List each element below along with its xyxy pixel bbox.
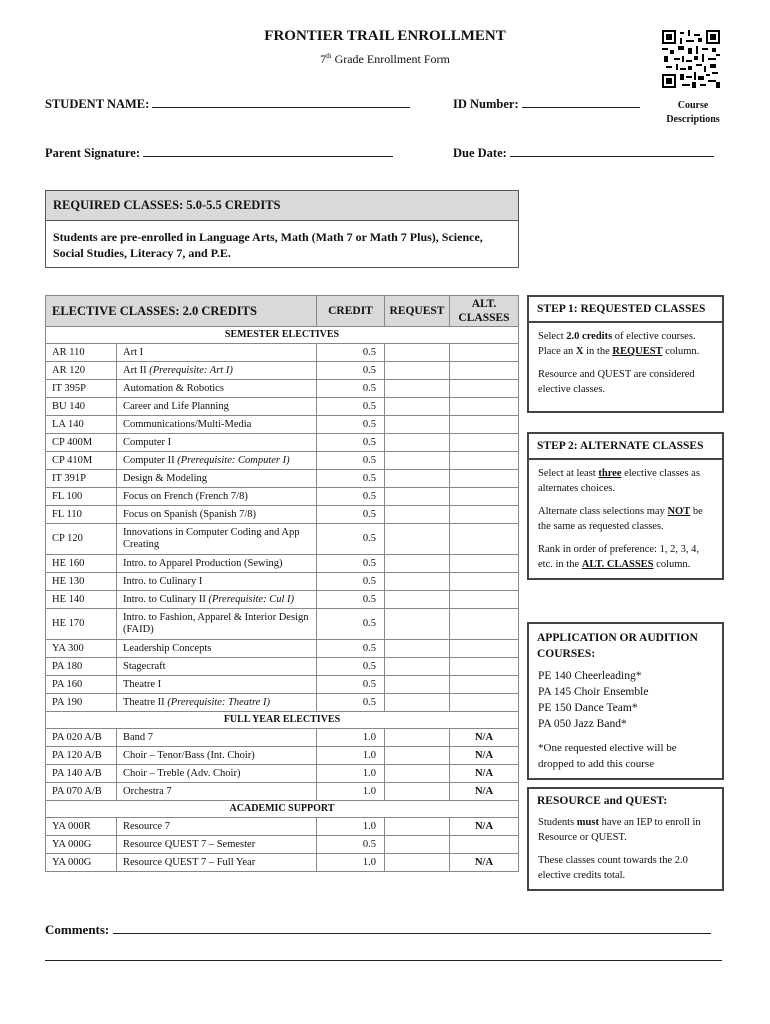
alt-classes-cell[interactable] (450, 609, 519, 640)
alt-classes-cell[interactable] (450, 640, 519, 658)
course-code: PA 190 (46, 694, 117, 712)
step1-heading: STEP 1: REQUESTED CLASSES (529, 297, 722, 323)
course-credit: 0.5 (317, 434, 385, 452)
request-cell[interactable] (385, 640, 450, 658)
course-name: Intro. to Culinary II (Prerequisite: Cul I) (117, 591, 317, 609)
course-name: Intro. to Culinary I (117, 573, 317, 591)
parent-signature-field[interactable]: Parent Signature: (45, 146, 393, 161)
course-name: Theatre I (117, 676, 317, 694)
qr-code-icon[interactable] (662, 30, 720, 88)
course-name: Theatre II (Prerequisite: Theatre I) (117, 694, 317, 712)
course-credit: 0.5 (317, 344, 385, 362)
alt-classes-cell[interactable] (450, 416, 519, 434)
course-row (46, 783, 519, 801)
resource-box (527, 787, 724, 891)
alt-classes-cell[interactable] (450, 470, 519, 488)
alt-classes-cell[interactable] (450, 452, 519, 470)
comments-field[interactable]: Comments: (45, 922, 711, 938)
course-code: PA 120 A/B (46, 747, 117, 765)
course-credit: 1.0 (317, 765, 385, 783)
course-row (46, 729, 519, 747)
course-code: PA 140 A/B (46, 765, 117, 783)
alt-classes-cell[interactable] (450, 434, 519, 452)
course-credit: 0.5 (317, 640, 385, 658)
course-row (46, 506, 519, 524)
request-cell[interactable] (385, 524, 450, 555)
audition-box (527, 622, 724, 780)
course-code: AR 110 (46, 344, 117, 362)
request-cell[interactable] (385, 488, 450, 506)
course-row (46, 658, 519, 676)
course-name: Choir – Tenor/Bass (Int. Choir) (117, 747, 317, 765)
course-credit: 1.0 (317, 783, 385, 801)
step2-body: Select at least three elective classes as alternates choices. Alternate class selections may NOT be the same as requested classes. Rank in order of preference: 1, 2, 3, 4, etc. in the ALT. CLASSES column. (538, 468, 703, 570)
audition-heading: APPLICATION OR AUDITION COURSES: (537, 632, 698, 660)
request-cell[interactable] (385, 783, 450, 801)
course-name: Focus on French (French 7/8) (117, 488, 317, 506)
alt-classes-cell[interactable] (450, 573, 519, 591)
course-code: YA 000R (46, 818, 117, 836)
step2-box (527, 432, 724, 580)
course-name: Orchestra 7 (117, 783, 317, 801)
audition-note: *One requested elective will be dropped to add this course (538, 742, 677, 770)
request-cell[interactable] (385, 573, 450, 591)
course-code: HE 160 (46, 555, 117, 573)
request-cell[interactable] (385, 854, 450, 872)
request-cell[interactable] (385, 609, 450, 640)
course-code: BU 140 (46, 398, 117, 416)
course-name: Choir – Treble (Adv. Choir) (117, 765, 317, 783)
course-row (46, 818, 519, 836)
alt-classes-cell[interactable] (450, 658, 519, 676)
section-label: ACADEMIC SUPPORT (46, 801, 519, 818)
course-credit: 0.5 (317, 658, 385, 676)
request-cell[interactable] (385, 380, 450, 398)
course-name: Communications/Multi-Media (117, 416, 317, 434)
course-credit: 0.5 (317, 470, 385, 488)
section-row (46, 712, 519, 729)
course-code: HE 130 (46, 573, 117, 591)
required-classes-box (45, 190, 519, 268)
col-alt-classes: ALT. CLASSES (450, 296, 519, 327)
course-row (46, 573, 519, 591)
course-credit: 1.0 (317, 818, 385, 836)
course-code: LA 140 (46, 416, 117, 434)
request-cell[interactable] (385, 470, 450, 488)
request-cell[interactable] (385, 818, 450, 836)
request-cell[interactable] (385, 555, 450, 573)
alt-classes-cell[interactable] (450, 524, 519, 555)
alt-classes-cell[interactable] (450, 398, 519, 416)
alt-classes-cell[interactable] (450, 836, 519, 854)
course-credit: 0.5 (317, 362, 385, 380)
audition-course: PE 150 Dance Team* (538, 702, 638, 714)
request-cell[interactable] (385, 676, 450, 694)
course-credit: 0.5 (317, 398, 385, 416)
elective-table (45, 295, 519, 872)
required-body: Students are pre-enrolled in Language Arts, Math (Math 7 or Math 7 Plus), Science, Social Studies, Literacy 7, and P.E. (53, 230, 483, 260)
course-credit: 0.5 (317, 694, 385, 712)
course-row (46, 434, 519, 452)
alt-classes-cell: N/A (450, 729, 519, 747)
course-name: Innovations in Computer Coding and App Creating (117, 524, 317, 555)
course-credit: 0.5 (317, 555, 385, 573)
course-code: FL 110 (46, 506, 117, 524)
resource-body: Students must have an IEP to enroll in Resource or QUEST. These classes count towards the 2.0 elective credits total. (538, 817, 701, 881)
course-name: Career and Life Planning (117, 398, 317, 416)
alt-classes-cell[interactable] (450, 555, 519, 573)
course-row (46, 836, 519, 854)
course-row (46, 555, 519, 573)
course-code: AR 120 (46, 362, 117, 380)
course-name: Leadership Concepts (117, 640, 317, 658)
course-row (46, 344, 519, 362)
course-code: YA 000G (46, 854, 117, 872)
col-request: REQUEST (385, 296, 450, 327)
course-name: Design & Modeling (117, 470, 317, 488)
course-code: HE 140 (46, 591, 117, 609)
student-name-field[interactable]: STUDENT NAME: (45, 97, 410, 112)
course-row (46, 362, 519, 380)
form-title: FRONTIER TRAIL ENROLLMENT (264, 28, 506, 44)
course-row (46, 747, 519, 765)
request-cell[interactable] (385, 747, 450, 765)
alt-classes-cell: N/A (450, 854, 519, 872)
course-credit: 0.5 (317, 416, 385, 434)
course-code: IT 391P (46, 470, 117, 488)
audition-course: PA 050 Jazz Band* (538, 718, 627, 730)
course-credit: 1.0 (317, 854, 385, 872)
course-code: PA 180 (46, 658, 117, 676)
course-row (46, 609, 519, 640)
due-date-field[interactable]: Due Date: (453, 146, 714, 161)
request-cell[interactable] (385, 729, 450, 747)
alt-classes-cell[interactable] (450, 591, 519, 609)
course-credit: 0.5 (317, 591, 385, 609)
course-row (46, 694, 519, 712)
request-cell[interactable] (385, 398, 450, 416)
request-cell[interactable] (385, 416, 450, 434)
required-heading: REQUIRED CLASSES: 5.0-5.5 CREDITS (46, 191, 518, 221)
id-number-field[interactable]: ID Number: (453, 97, 640, 112)
course-code: HE 170 (46, 609, 117, 640)
course-row (46, 380, 519, 398)
alt-classes-cell: N/A (450, 783, 519, 801)
course-row (46, 488, 519, 506)
course-credit: 0.5 (317, 524, 385, 555)
course-code: PA 070 A/B (46, 783, 117, 801)
course-credit: 1.0 (317, 729, 385, 747)
alt-classes-cell[interactable] (450, 362, 519, 380)
course-code: IT 395P (46, 380, 117, 398)
course-code: FL 100 (46, 488, 117, 506)
course-credit: 0.5 (317, 573, 385, 591)
section-row (46, 327, 519, 344)
alt-classes-cell[interactable] (450, 506, 519, 524)
course-row (46, 591, 519, 609)
step2-heading: STEP 2: ALTERNATE CLASSES (529, 434, 722, 460)
course-code: YA 300 (46, 640, 117, 658)
course-row (46, 470, 519, 488)
section-label: SEMESTER ELECTIVES (46, 327, 519, 344)
course-name: Art I (117, 344, 317, 362)
course-name: Resource 7 (117, 818, 317, 836)
step1-box (527, 295, 724, 413)
course-row (46, 765, 519, 783)
course-code: YA 000G (46, 836, 117, 854)
course-name: Resource QUEST 7 – Semester (117, 836, 317, 854)
course-name: Computer I (117, 434, 317, 452)
request-cell[interactable] (385, 362, 450, 380)
qr-label: Course Descriptions (666, 100, 720, 125)
alt-classes-cell[interactable] (450, 380, 519, 398)
request-cell[interactable] (385, 452, 450, 470)
course-row (46, 640, 519, 658)
request-cell[interactable] (385, 344, 450, 362)
course-name: Computer II (Prerequisite: Computer I) (117, 452, 317, 470)
course-name: Band 7 (117, 729, 317, 747)
course-row (46, 524, 519, 555)
course-name: Resource QUEST 7 – Full Year (117, 854, 317, 872)
course-row (46, 854, 519, 872)
course-credit: 0.5 (317, 836, 385, 854)
course-row (46, 398, 519, 416)
course-credit: 0.5 (317, 488, 385, 506)
course-name: Focus on Spanish (Spanish 7/8) (117, 506, 317, 524)
course-credit: 0.5 (317, 676, 385, 694)
resource-heading: RESOURCE and QUEST: (537, 795, 668, 807)
request-cell[interactable] (385, 658, 450, 676)
audition-course: PE 140 Cheerleading* (538, 670, 642, 682)
course-credit: 1.0 (317, 747, 385, 765)
course-name: Stagecraft (117, 658, 317, 676)
section-row (46, 801, 519, 818)
course-name: Art II (Prerequisite: Art I) (117, 362, 317, 380)
elective-heading: ELECTIVE CLASSES: 2.0 CREDITS (46, 296, 317, 327)
step1-body: Select 2.0 credits of elective courses. Place an X in the REQUEST column. Resource and QUEST are considered elective classes. (538, 331, 700, 395)
col-credit: CREDIT (317, 296, 385, 327)
alt-classes-cell[interactable] (450, 488, 519, 506)
course-name: Intro. to Apparel Production (Sewing) (117, 555, 317, 573)
course-code: CP 400M (46, 434, 117, 452)
request-cell[interactable] (385, 836, 450, 854)
course-credit: 0.5 (317, 452, 385, 470)
alt-classes-cell[interactable] (450, 344, 519, 362)
course-code: PA 020 A/B (46, 729, 117, 747)
course-name: Intro. to Fashion, Apparel & Interior Design (FAID) (117, 609, 317, 640)
course-credit: 0.5 (317, 609, 385, 640)
alt-classes-cell: N/A (450, 818, 519, 836)
alt-classes-cell[interactable] (450, 676, 519, 694)
course-row (46, 676, 519, 694)
course-code: CP 410M (46, 452, 117, 470)
request-cell[interactable] (385, 765, 450, 783)
audition-course: PA 145 Choir Ensemble (538, 686, 649, 698)
course-code: CP 120 (46, 524, 117, 555)
course-row (46, 452, 519, 470)
alt-classes-cell: N/A (450, 765, 519, 783)
request-cell[interactable] (385, 591, 450, 609)
alt-classes-cell: N/A (450, 747, 519, 765)
form-subtitle: 7th Grade Enrollment Form (320, 52, 450, 66)
request-cell[interactable] (385, 506, 450, 524)
alt-classes-cell[interactable] (450, 694, 519, 712)
course-row (46, 416, 519, 434)
section-label: FULL YEAR ELECTIVES (46, 712, 519, 729)
request-cell[interactable] (385, 694, 450, 712)
course-code: PA 160 (46, 676, 117, 694)
course-name: Automation & Robotics (117, 380, 317, 398)
comments-line[interactable] (45, 960, 722, 961)
course-credit: 0.5 (317, 380, 385, 398)
course-credit: 0.5 (317, 506, 385, 524)
audition-body (529, 664, 722, 778)
request-cell[interactable] (385, 434, 450, 452)
